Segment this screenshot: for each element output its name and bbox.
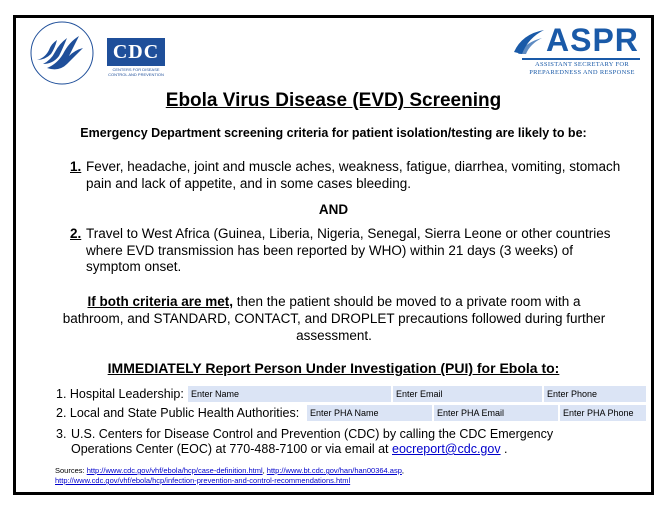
pha-name-field[interactable]	[307, 405, 432, 421]
aspr-swoosh-icon	[512, 26, 546, 56]
aspr-logo-subtitle: ASSISTANT SECRETARY FOR PREPAREDNESS AND RESPONSE	[529, 61, 635, 76]
eoc-email-link[interactable]: eocreport@cdc.gov	[392, 442, 501, 456]
paragraph-lead: If both criteria are met,	[87, 294, 234, 309]
page-title: Ebola Virus Disease (EVD) Screening	[165, 90, 502, 111]
report-item-number: 3.	[56, 427, 67, 441]
source-link-case-definition[interactable]: http://www.cdc.gov/vhf/ebola/hcp/case-definition.html	[86, 466, 263, 475]
criterion-1	[70, 159, 630, 192]
and-label: AND	[318, 202, 349, 217]
aspr-logo-text: ASPR	[546, 22, 639, 58]
page-subtitle: Emergency Department screening criteria for patient isolation/testing are likely to be:	[80, 126, 587, 140]
source-link-han[interactable]: http://www.bt.cdc.gov/han/han00364.asp	[266, 466, 402, 475]
source-link-infection-control[interactable]: http://www.cdc.gov/vhf/ebola/hcp/infection-prevention-and-control-recommendations.html	[55, 476, 351, 485]
hhs-seal-logo	[29, 20, 95, 86]
sources-footnote: Sources: http://www.cdc.gov/vhf/ebola/hcp/case-definition.html, http://www.bt.cdc.gov/han/han00364.asp, http://www.cdc.gov/vhf/ebola/hcp/infection-prevention-and-control-recommendations.html	[55, 466, 404, 485]
report-item-cdc	[56, 427, 576, 457]
cdc-logo-text: CDC	[107, 38, 165, 66]
isolation-paragraph	[58, 293, 610, 344]
criterion-text: Fever, headache, joint and muscle aches, weakness, fatigue, diarrhea, vomiting, stomach pain and lack of appetite, and in some cases bleeding.	[86, 159, 621, 191]
paragraph-text: then the patient should be moved to a private room with a bathroom, and STANDARD, CONTACT, and DROPLET precautions followed during further assessment.	[62, 294, 606, 343]
criterion-number: 1.	[70, 159, 82, 174]
pha-phone-field[interactable]	[560, 405, 646, 421]
report-item-text: U.S. Centers for Disease Control and Prevention (CDC) by calling the CDC Emergency Operations Center (EOC) at 770-488-7100 or via email at eocreport@cdc.gov .	[71, 427, 554, 456]
report-heading: IMMEDIATELY Report Person Under Investigation (PUI) for Ebola to:	[107, 360, 560, 376]
criterion-number: 2.	[70, 226, 82, 241]
report-item-public-health: 2. Local and State Public Health Authorities:	[56, 406, 300, 420]
hospital-phone-field[interactable]	[544, 386, 646, 402]
aspr-logo	[512, 24, 640, 78]
aspr-divider	[522, 58, 640, 60]
report-item-hospital-leadership: 1. Hospital Leadership:	[56, 387, 184, 401]
hospital-email-field[interactable]	[393, 386, 542, 402]
hospital-name-field[interactable]	[188, 386, 391, 402]
pha-email-field[interactable]	[434, 405, 558, 421]
criterion-2	[70, 226, 630, 276]
cdc-logo	[107, 38, 165, 78]
criterion-text: Travel to West Africa (Guinea, Liberia, Nigeria, Senegal, Sierra Leone or other countries where EVD transmission has been reported by WHO) within 21 days (3 weeks) of symptom onset.	[86, 226, 611, 274]
cdc-logo-tagline: CENTERS FOR DISEASE CONTROL AND PREVENTION	[108, 67, 164, 77]
